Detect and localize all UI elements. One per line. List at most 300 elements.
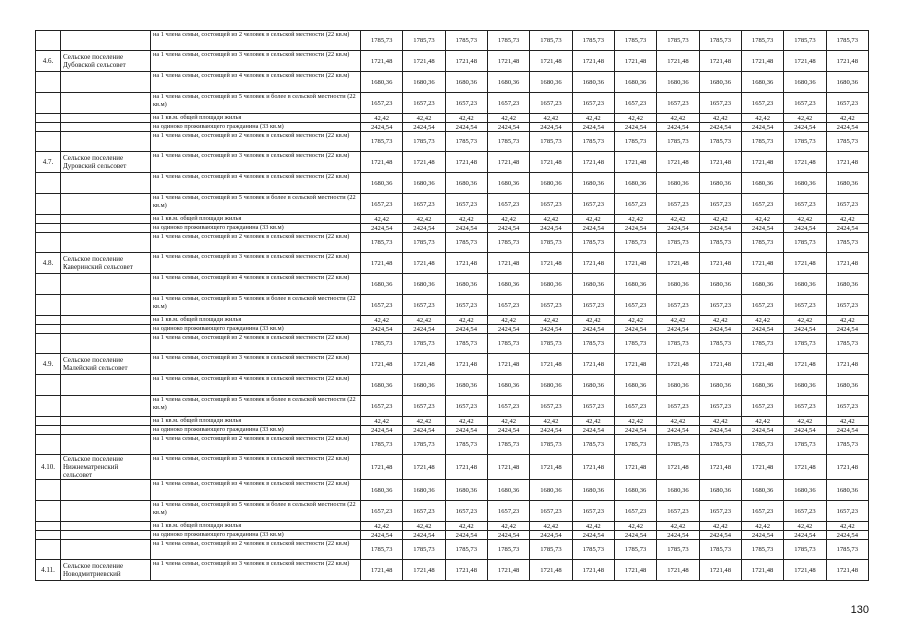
section-number <box>36 540 61 560</box>
value-cell: 2424,54 <box>699 325 741 334</box>
value-cell: 1785,73 <box>487 334 529 354</box>
value-cell: 42,42 <box>572 316 614 325</box>
value-cell: 2424,54 <box>530 325 572 334</box>
norm-description: на одиноко проживающего гражданина (33 кв.м) <box>151 325 361 334</box>
value-cell: 2424,54 <box>572 531 614 540</box>
settlement-name <box>61 417 151 426</box>
value-cell: 1680,36 <box>487 72 529 93</box>
value-cell: 1721,48 <box>784 354 826 375</box>
value-cell: 42,42 <box>572 522 614 531</box>
table-row <box>36 224 869 233</box>
table-row <box>36 295 869 316</box>
value-cell: 1657,23 <box>614 501 656 522</box>
value-cell: 1721,48 <box>826 253 868 274</box>
value-cell: 1657,23 <box>530 93 572 114</box>
norm-description: на 1 члена семьи, состоящей из 4 человек в сельской местности (22 кв.м) <box>151 173 361 194</box>
value-cell: 1657,23 <box>614 194 656 215</box>
value-cell: 1721,48 <box>530 152 572 173</box>
settlement-name <box>61 435 151 455</box>
value-cell: 42,42 <box>741 522 783 531</box>
value-cell: 1721,48 <box>572 354 614 375</box>
value-cell: 2424,54 <box>741 531 783 540</box>
value-cell: 1657,23 <box>572 295 614 316</box>
value-cell: 42,42 <box>361 522 403 531</box>
value-cell: 1721,48 <box>361 455 403 480</box>
value-cell: 1657,23 <box>614 396 656 417</box>
value-cell: 2424,54 <box>614 325 656 334</box>
document-sheet <box>35 30 869 581</box>
value-cell: 1680,36 <box>445 173 487 194</box>
value-cell: 2424,54 <box>657 426 699 435</box>
norm-description: на 1 члена семьи, состоящей из 4 человек в сельской местности (22 кв.м) <box>151 375 361 396</box>
value-cell: 1721,48 <box>445 253 487 274</box>
table-row <box>36 31 869 51</box>
value-cell: 1785,73 <box>403 334 445 354</box>
value-cell: 1785,73 <box>614 31 656 51</box>
section-number: 4.6. <box>36 51 61 72</box>
value-cell: 1721,48 <box>657 152 699 173</box>
norm-description: на 1 члена семьи, состоящей из 2 человек в сельской местности (22 кв.м) <box>151 132 361 152</box>
value-cell: 2424,54 <box>826 531 868 540</box>
table-row <box>36 173 869 194</box>
value-cell: 1721,48 <box>572 152 614 173</box>
value-cell: 2424,54 <box>487 426 529 435</box>
section-number <box>36 215 61 224</box>
value-cell: 2424,54 <box>361 325 403 334</box>
section-number <box>36 72 61 93</box>
value-cell: 1680,36 <box>657 72 699 93</box>
value-cell: 1657,23 <box>361 501 403 522</box>
value-cell: 1657,23 <box>530 501 572 522</box>
value-cell: 1657,23 <box>403 396 445 417</box>
value-cell: 1785,73 <box>361 132 403 152</box>
table-row <box>36 51 869 72</box>
value-cell: 1680,36 <box>826 173 868 194</box>
value-cell: 1721,48 <box>826 152 868 173</box>
value-cell: 2424,54 <box>657 123 699 132</box>
value-cell: 1785,73 <box>572 334 614 354</box>
value-cell: 1680,36 <box>530 274 572 295</box>
value-cell: 1785,73 <box>403 233 445 253</box>
value-cell: 1785,73 <box>445 233 487 253</box>
settlement-name <box>61 480 151 501</box>
value-cell: 1785,73 <box>826 435 868 455</box>
value-cell: 1680,36 <box>530 375 572 396</box>
value-cell: 42,42 <box>445 417 487 426</box>
value-cell: 1721,48 <box>403 152 445 173</box>
value-cell: 2424,54 <box>741 123 783 132</box>
value-cell: 1657,23 <box>826 396 868 417</box>
value-cell: 1657,23 <box>403 501 445 522</box>
value-cell: 1721,48 <box>657 455 699 480</box>
value-cell: 1680,36 <box>445 274 487 295</box>
value-cell: 1680,36 <box>784 480 826 501</box>
section-number <box>36 233 61 253</box>
value-cell: 1680,36 <box>403 274 445 295</box>
settlement-name <box>61 132 151 152</box>
value-cell: 1721,48 <box>614 354 656 375</box>
table-row <box>36 132 869 152</box>
value-cell: 2424,54 <box>614 531 656 540</box>
value-cell: 1785,73 <box>614 540 656 560</box>
value-cell: 42,42 <box>657 114 699 123</box>
value-cell: 1680,36 <box>614 375 656 396</box>
value-cell: 1721,48 <box>445 354 487 375</box>
table-row <box>36 233 869 253</box>
value-cell: 2424,54 <box>741 426 783 435</box>
value-cell: 1721,48 <box>530 51 572 72</box>
value-cell: 42,42 <box>572 215 614 224</box>
section-number <box>36 426 61 435</box>
value-cell: 1657,23 <box>657 194 699 215</box>
value-cell: 42,42 <box>361 114 403 123</box>
section-number <box>36 522 61 531</box>
value-cell: 1680,36 <box>530 480 572 501</box>
value-cell: 1721,48 <box>784 152 826 173</box>
value-cell: 1680,36 <box>741 375 783 396</box>
value-cell: 1680,36 <box>361 375 403 396</box>
value-cell: 2424,54 <box>403 325 445 334</box>
value-cell: 1657,23 <box>699 194 741 215</box>
section-number <box>36 194 61 215</box>
norm-description: на 1 члена семьи, состоящей из 3 человек в сельской местности (22 кв.м) <box>151 560 361 581</box>
value-cell: 1657,23 <box>487 295 529 316</box>
norm-description: на 1 члена семьи, состоящей из 2 человек в сельской местности (22 кв.м) <box>151 334 361 354</box>
value-cell: 1680,36 <box>784 173 826 194</box>
norm-description: на одиноко проживающего гражданина (33 кв.м) <box>151 531 361 540</box>
value-cell: 1721,48 <box>657 51 699 72</box>
value-cell: 42,42 <box>445 114 487 123</box>
table-row <box>36 354 869 375</box>
value-cell: 42,42 <box>361 417 403 426</box>
value-cell: 42,42 <box>784 316 826 325</box>
value-cell: 2424,54 <box>657 325 699 334</box>
value-cell: 42,42 <box>487 522 529 531</box>
table-row <box>36 417 869 426</box>
value-cell: 1657,23 <box>741 194 783 215</box>
value-cell: 2424,54 <box>784 224 826 233</box>
value-cell: 1721,48 <box>784 455 826 480</box>
value-cell: 1680,36 <box>361 173 403 194</box>
value-cell: 42,42 <box>614 316 656 325</box>
value-cell: 1680,36 <box>826 480 868 501</box>
settlement-name <box>61 93 151 114</box>
value-cell: 1680,36 <box>657 173 699 194</box>
value-cell: 1721,48 <box>784 560 826 581</box>
value-cell: 2424,54 <box>784 426 826 435</box>
value-cell: 1657,23 <box>487 93 529 114</box>
value-cell: 42,42 <box>614 417 656 426</box>
value-cell: 1721,48 <box>403 560 445 581</box>
value-cell: 1785,73 <box>530 540 572 560</box>
value-cell: 1785,73 <box>826 132 868 152</box>
value-cell: 1785,73 <box>741 435 783 455</box>
value-cell: 1657,23 <box>784 396 826 417</box>
value-cell: 1657,23 <box>699 93 741 114</box>
value-cell: 2424,54 <box>614 426 656 435</box>
norm-description: на 1 члена семьи, состоящей из 3 человек в сельской местности (22 кв.м) <box>151 455 361 480</box>
section-number <box>36 417 61 426</box>
value-cell: 42,42 <box>530 316 572 325</box>
value-cell: 1721,48 <box>487 51 529 72</box>
settlement-name: Сельское поселение Дуровский сельсовет <box>61 152 151 173</box>
value-cell: 42,42 <box>487 417 529 426</box>
value-cell: 2424,54 <box>572 426 614 435</box>
value-cell: 42,42 <box>741 215 783 224</box>
value-cell: 1680,36 <box>741 274 783 295</box>
settlement-name <box>61 375 151 396</box>
value-cell: 1680,36 <box>614 72 656 93</box>
value-cell: 1657,23 <box>572 396 614 417</box>
value-cell: 1721,48 <box>741 560 783 581</box>
value-cell: 1721,48 <box>530 560 572 581</box>
value-cell: 2424,54 <box>530 426 572 435</box>
section-number <box>36 375 61 396</box>
value-cell: 1785,73 <box>699 31 741 51</box>
value-cell: 1721,48 <box>657 253 699 274</box>
value-cell: 1785,73 <box>530 435 572 455</box>
table-row <box>36 114 869 123</box>
value-cell: 1721,48 <box>826 560 868 581</box>
settlement-name <box>61 274 151 295</box>
value-cell: 2424,54 <box>530 224 572 233</box>
value-cell: 2424,54 <box>445 531 487 540</box>
value-cell: 42,42 <box>572 114 614 123</box>
value-cell: 1785,73 <box>784 540 826 560</box>
value-cell: 1721,48 <box>361 560 403 581</box>
value-cell: 1785,73 <box>572 540 614 560</box>
value-cell: 1721,48 <box>826 455 868 480</box>
value-cell: 1721,48 <box>530 354 572 375</box>
value-cell: 1657,23 <box>699 501 741 522</box>
value-cell: 1680,36 <box>403 173 445 194</box>
value-cell: 1785,73 <box>699 334 741 354</box>
value-cell: 1721,48 <box>699 560 741 581</box>
value-cell: 1785,73 <box>487 233 529 253</box>
value-cell: 1721,48 <box>487 253 529 274</box>
section-number: 4.8. <box>36 253 61 274</box>
value-cell: 42,42 <box>530 114 572 123</box>
value-cell: 2424,54 <box>699 531 741 540</box>
table-row <box>36 501 869 522</box>
section-number <box>36 480 61 501</box>
value-cell: 1785,73 <box>445 435 487 455</box>
value-cell: 42,42 <box>403 522 445 531</box>
norm-description: на 1 члена семьи, состоящей из 5 человек и более в сельской местности (22 кв.м) <box>151 295 361 316</box>
value-cell: 42,42 <box>741 417 783 426</box>
value-cell: 1721,48 <box>699 51 741 72</box>
value-cell: 1785,73 <box>826 31 868 51</box>
value-cell: 42,42 <box>784 215 826 224</box>
value-cell: 1657,23 <box>657 396 699 417</box>
norm-description: на 1 кв.м. общей площади жилья <box>151 522 361 531</box>
table-row <box>36 93 869 114</box>
value-cell: 1680,36 <box>487 480 529 501</box>
value-cell: 1657,23 <box>530 194 572 215</box>
table-row <box>36 194 869 215</box>
value-cell: 1680,36 <box>572 480 614 501</box>
value-cell: 1785,73 <box>657 233 699 253</box>
settlement-name <box>61 194 151 215</box>
value-cell: 42,42 <box>699 215 741 224</box>
norm-description: на 1 кв.м. общей площади жилья <box>151 417 361 426</box>
norm-description: на 1 члена семьи, состоящей из 3 человек в сельской местности (22 кв.м) <box>151 253 361 274</box>
settlement-name <box>61 396 151 417</box>
value-cell: 42,42 <box>445 316 487 325</box>
value-cell: 1680,36 <box>614 274 656 295</box>
norm-description: на 1 члена семьи, состоящей из 2 человек в сельской местности (22 кв.м) <box>151 540 361 560</box>
value-cell: 2424,54 <box>445 426 487 435</box>
value-cell: 1657,23 <box>361 194 403 215</box>
value-cell: 42,42 <box>614 215 656 224</box>
value-cell: 2424,54 <box>784 123 826 132</box>
value-cell: 1785,73 <box>699 435 741 455</box>
settlement-name <box>61 522 151 531</box>
value-cell: 2424,54 <box>741 325 783 334</box>
section-number <box>36 224 61 233</box>
value-cell: 1680,36 <box>572 375 614 396</box>
value-cell: 1680,36 <box>826 274 868 295</box>
norm-description: на 1 кв.м. общей площади жилья <box>151 215 361 224</box>
section-number <box>36 114 61 123</box>
table-row <box>36 72 869 93</box>
value-cell: 42,42 <box>657 417 699 426</box>
value-cell: 2424,54 <box>784 531 826 540</box>
norm-description: на 1 члена семьи, состоящей из 4 человек в сельской местности (22 кв.м) <box>151 72 361 93</box>
value-cell: 42,42 <box>403 114 445 123</box>
value-cell: 42,42 <box>657 522 699 531</box>
value-cell: 2424,54 <box>614 123 656 132</box>
value-cell: 1785,73 <box>614 435 656 455</box>
value-cell: 1721,48 <box>361 253 403 274</box>
value-cell: 1785,73 <box>445 334 487 354</box>
value-cell: 1721,48 <box>741 253 783 274</box>
value-cell: 1785,73 <box>361 31 403 51</box>
value-cell: 42,42 <box>361 316 403 325</box>
value-cell: 1721,48 <box>657 560 699 581</box>
value-cell: 42,42 <box>445 215 487 224</box>
value-cell: 42,42 <box>530 522 572 531</box>
settlement-name <box>61 31 151 51</box>
value-cell: 1680,36 <box>784 274 826 295</box>
value-cell: 1721,48 <box>784 253 826 274</box>
settlement-name: Сельское поселение Новодмитриевский <box>61 560 151 581</box>
norm-description: на 1 кв.м. общей площади жилья <box>151 114 361 123</box>
value-cell: 1657,23 <box>572 501 614 522</box>
value-cell: 42,42 <box>572 417 614 426</box>
settlement-name <box>61 114 151 123</box>
value-cell: 1785,73 <box>487 31 529 51</box>
value-cell: 42,42 <box>784 522 826 531</box>
value-cell: 1721,48 <box>657 354 699 375</box>
value-cell: 1657,23 <box>657 93 699 114</box>
value-cell: 1785,73 <box>403 540 445 560</box>
value-cell: 1721,48 <box>572 455 614 480</box>
norm-description: на 1 члена семьи, состоящей из 2 человек в сельской местности (22 кв.м) <box>151 233 361 253</box>
value-cell: 1785,73 <box>784 31 826 51</box>
value-cell: 1657,23 <box>784 501 826 522</box>
value-cell: 1657,23 <box>699 295 741 316</box>
value-cell: 1721,48 <box>784 51 826 72</box>
value-cell: 1785,73 <box>445 132 487 152</box>
value-cell: 1785,73 <box>403 132 445 152</box>
value-cell: 1680,36 <box>445 375 487 396</box>
settlement-name <box>61 215 151 224</box>
value-cell: 1657,23 <box>530 396 572 417</box>
value-cell: 1721,48 <box>614 51 656 72</box>
value-cell: 2424,54 <box>361 224 403 233</box>
value-cell: 42,42 <box>826 215 868 224</box>
value-cell: 1785,73 <box>445 540 487 560</box>
value-cell: 42,42 <box>657 316 699 325</box>
value-cell: 2424,54 <box>403 224 445 233</box>
value-cell: 1657,23 <box>826 295 868 316</box>
value-cell: 1657,23 <box>403 194 445 215</box>
settlement-name <box>61 295 151 316</box>
tariff-table-body <box>36 31 869 581</box>
value-cell: 1721,48 <box>741 51 783 72</box>
value-cell: 2424,54 <box>614 224 656 233</box>
section-number <box>36 31 61 51</box>
value-cell: 1680,36 <box>657 375 699 396</box>
section-number <box>36 274 61 295</box>
value-cell: 1721,48 <box>572 253 614 274</box>
value-cell: 1721,48 <box>403 51 445 72</box>
value-cell: 1785,73 <box>403 31 445 51</box>
table-row <box>36 531 869 540</box>
section-number: 4.11. <box>36 560 61 581</box>
settlement-name <box>61 325 151 334</box>
value-cell: 1785,73 <box>572 233 614 253</box>
value-cell: 1680,36 <box>445 72 487 93</box>
table-row <box>36 123 869 132</box>
value-cell: 1657,23 <box>403 295 445 316</box>
value-cell: 1657,23 <box>572 93 614 114</box>
value-cell: 1680,36 <box>784 375 826 396</box>
value-cell: 42,42 <box>826 114 868 123</box>
value-cell: 42,42 <box>699 522 741 531</box>
value-cell: 1680,36 <box>741 173 783 194</box>
value-cell: 1785,73 <box>699 233 741 253</box>
value-cell: 2424,54 <box>361 123 403 132</box>
value-cell: 1657,23 <box>699 396 741 417</box>
table-row <box>36 316 869 325</box>
value-cell: 1657,23 <box>741 501 783 522</box>
value-cell: 2424,54 <box>487 531 529 540</box>
section-number <box>36 295 61 316</box>
value-cell: 1785,73 <box>361 233 403 253</box>
value-cell: 42,42 <box>361 215 403 224</box>
value-cell: 2424,54 <box>657 224 699 233</box>
value-cell: 1680,36 <box>572 72 614 93</box>
value-cell: 1657,23 <box>657 295 699 316</box>
value-cell: 42,42 <box>614 522 656 531</box>
value-cell: 42,42 <box>699 316 741 325</box>
page-number: 130 <box>850 604 869 616</box>
value-cell: 1785,73 <box>826 233 868 253</box>
value-cell: 2424,54 <box>826 224 868 233</box>
table-row <box>36 274 869 295</box>
value-cell: 1785,73 <box>530 233 572 253</box>
settlement-name <box>61 72 151 93</box>
section-number: 4.10. <box>36 455 61 480</box>
value-cell: 1785,73 <box>699 132 741 152</box>
value-cell: 1721,48 <box>361 354 403 375</box>
value-cell: 1721,48 <box>572 51 614 72</box>
norm-description: на 1 члена семьи, состоящей из 5 человек и более в сельской местности (22 кв.м) <box>151 93 361 114</box>
value-cell: 1721,48 <box>445 51 487 72</box>
value-cell: 1721,48 <box>487 560 529 581</box>
